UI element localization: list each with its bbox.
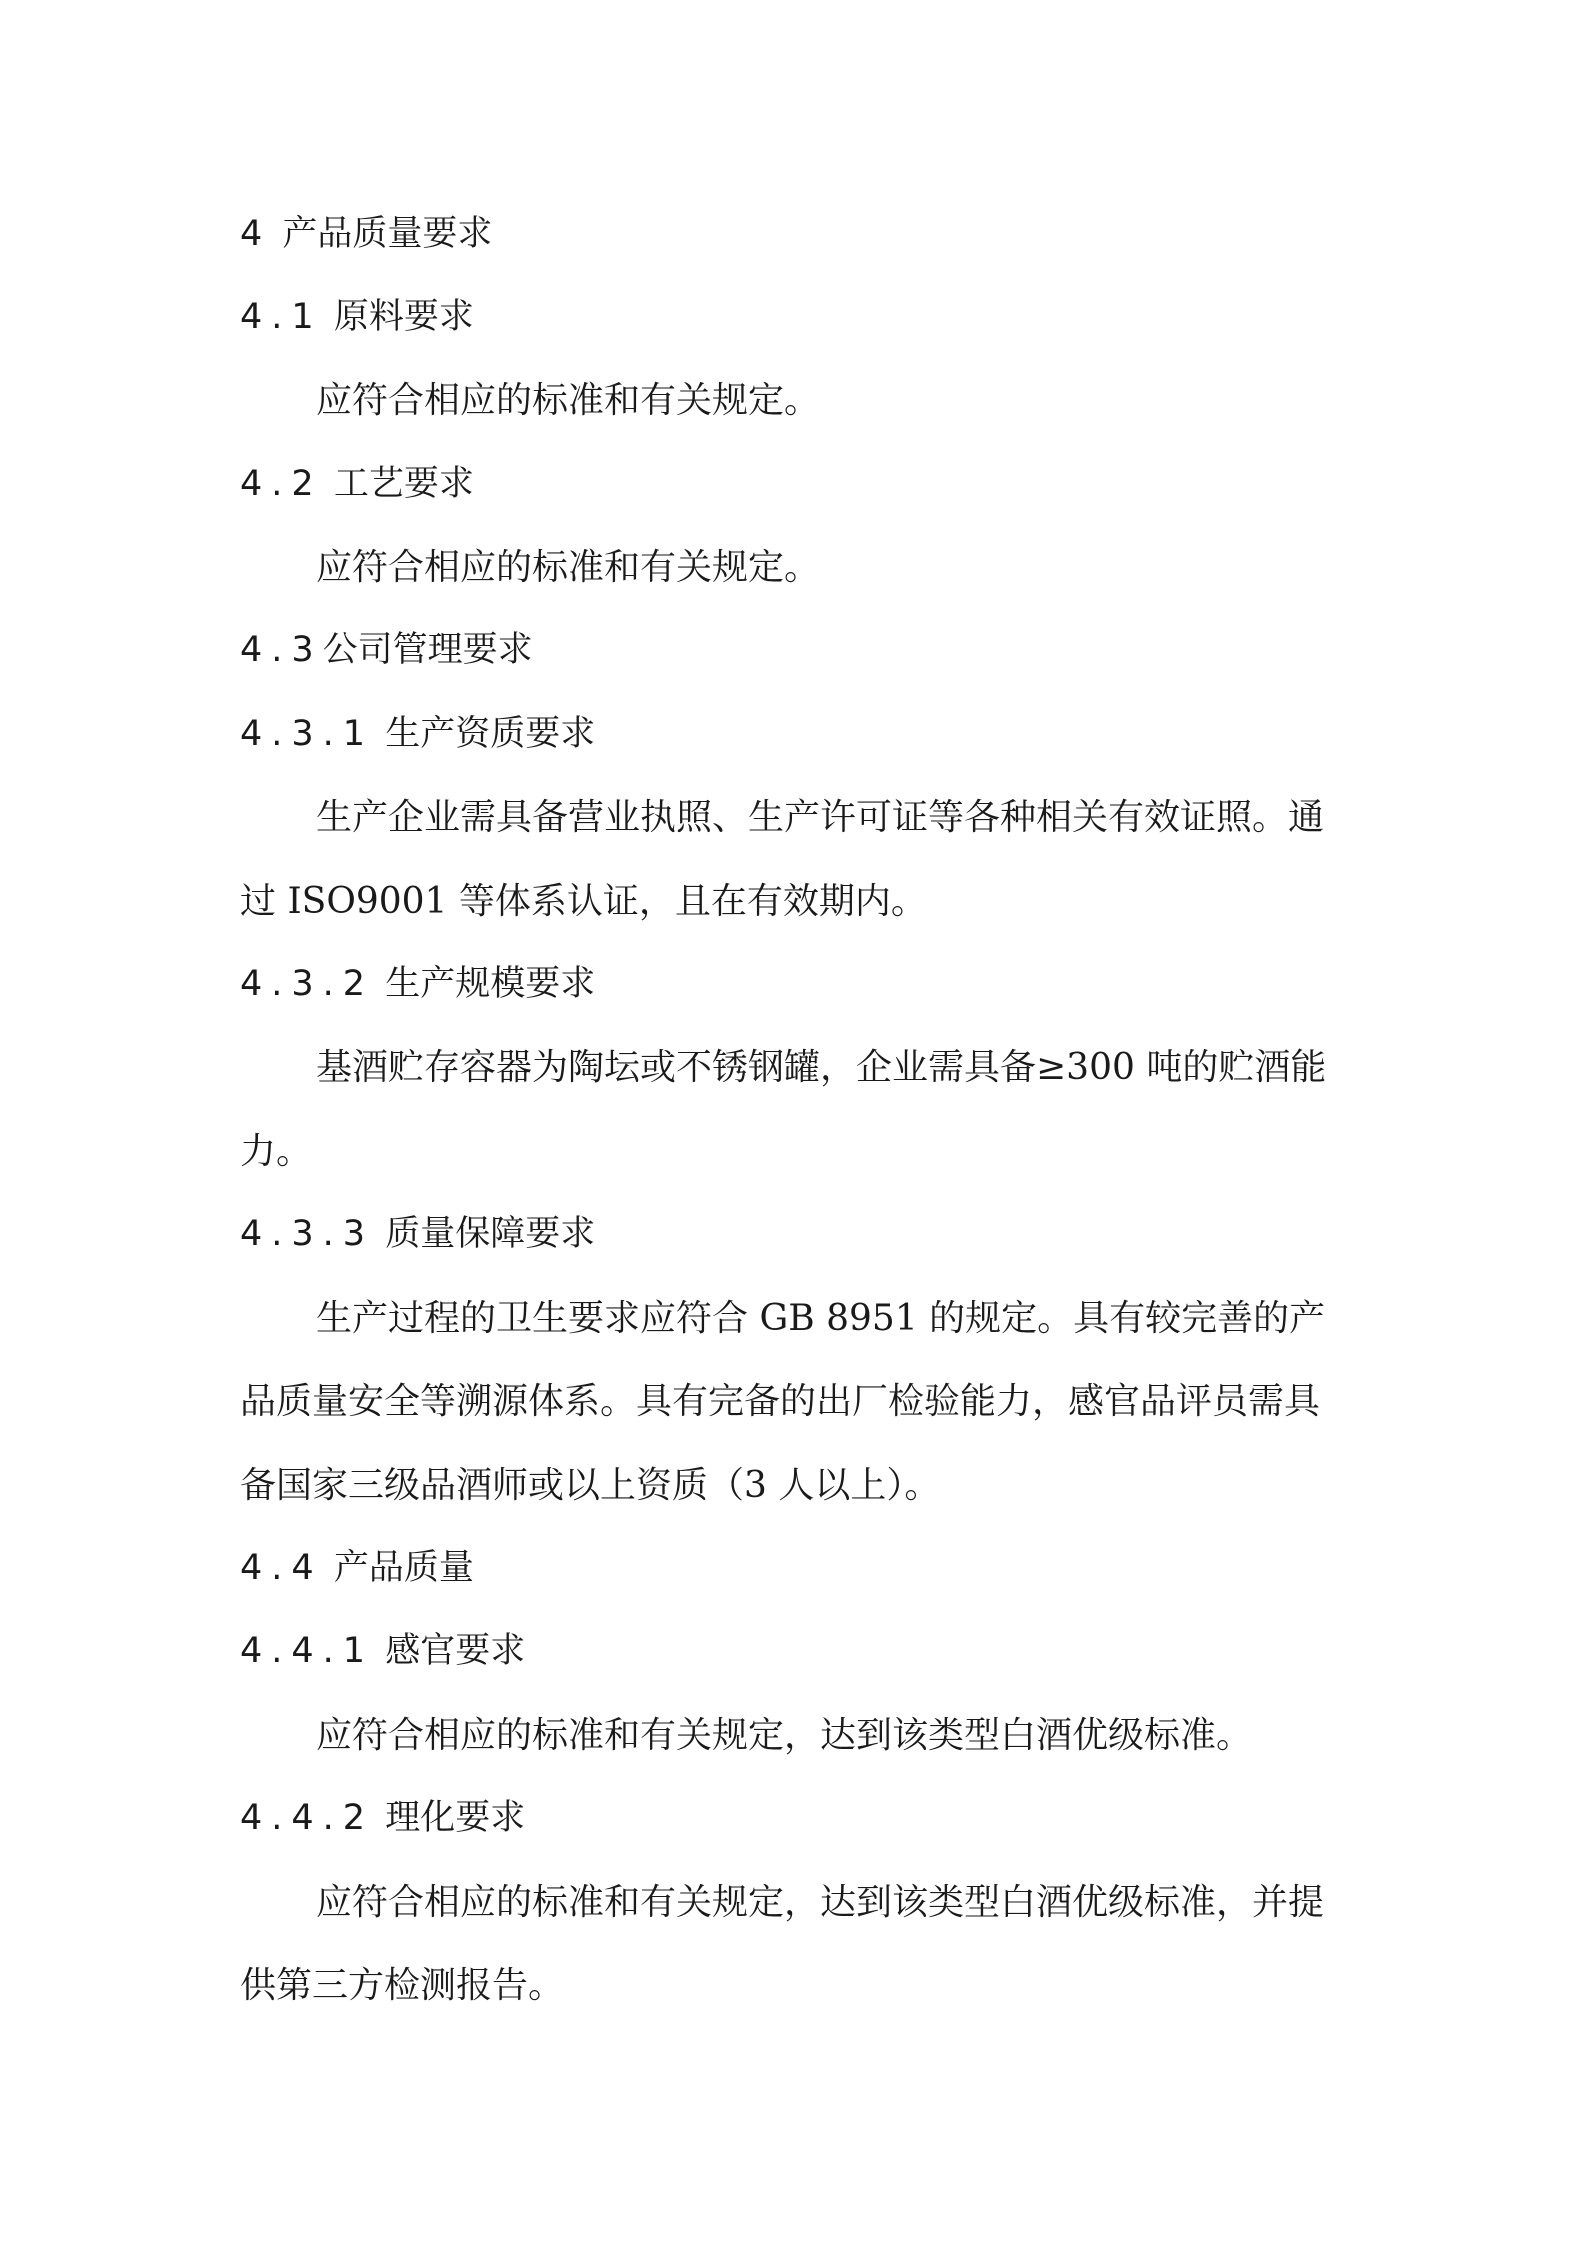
- heading-title: 感官要求: [385, 1631, 526, 1671]
- heading-number: 4.4.1: [240, 1631, 375, 1671]
- heading-number: 4: [240, 214, 272, 254]
- heading-4-4: [240, 1548, 474, 1588]
- heading-number: 4.3: [240, 630, 323, 670]
- heading-4-3: [240, 630, 533, 670]
- heading-title: 原料要求: [333, 297, 474, 337]
- paragraph-4-2: 应符合相应的标准和有关规定。: [316, 547, 821, 588]
- heading-title: 工艺要求: [333, 464, 474, 504]
- paragraph-4-3-3-line-3: 备国家三级品酒师或以上资质（3 人以上）。: [240, 1465, 941, 1506]
- heading-number: 4.4: [240, 1548, 323, 1588]
- heading-number: 4.1: [240, 297, 323, 337]
- paragraph-4-3-3-line-1: 生产过程的卫生要求应符合 GB 8951 的规定。具有较完善的产: [316, 1298, 1326, 1339]
- paragraph-4-3-2-line-2: 力。: [240, 1131, 313, 1172]
- paragraph-4-1: 应符合相应的标准和有关规定。: [316, 380, 821, 421]
- heading-title: 生产资质要求: [385, 714, 596, 754]
- heading-4: [240, 214, 493, 254]
- heading-title: 公司管理要求: [322, 630, 533, 670]
- heading-4-3-2: [240, 964, 596, 1004]
- heading-title: 产品质量: [333, 1548, 474, 1588]
- paragraph-4-3-3-line-2: 品质量安全等溯源体系。具有完备的出厂检验能力，感官品评员需具: [240, 1381, 1321, 1422]
- heading-number: 4.3.1: [240, 714, 375, 754]
- paragraph-4-3-1-line-1: 生产企业需具备营业执照、生产许可证等各种相关有效证照。通: [316, 797, 1325, 838]
- heading-number: 4.4.2: [240, 1798, 375, 1838]
- heading-number: 4.3.2: [240, 964, 375, 1004]
- paragraph-4-3-2-line-1: 基酒贮存容器为陶坛或不锈钢罐，企业需具备≥300 吨的贮酒能: [316, 1047, 1327, 1088]
- paragraph-4-4-1: 应符合相应的标准和有关规定，达到该类型白酒优级标准。: [316, 1715, 1253, 1756]
- heading-4-1: [240, 297, 474, 337]
- heading-title: 质量保障要求: [385, 1214, 596, 1254]
- heading-4-4-2: [240, 1798, 526, 1838]
- heading-number: 4.3.3: [240, 1214, 375, 1254]
- paragraph-4-4-2-line-2: 供第三方检测报告。: [240, 1965, 565, 2006]
- heading-title: 产品质量要求: [282, 214, 493, 254]
- heading-title: 理化要求: [385, 1798, 526, 1838]
- heading-4-2: [240, 464, 474, 504]
- paragraph-4-4-2-line-1: 应符合相应的标准和有关规定，达到该类型白酒优级标准，并提: [316, 1882, 1325, 1923]
- paragraph-4-3-1-line-2: 过 ISO9001 等体系认证，且在有效期内。: [240, 881, 927, 922]
- heading-4-4-1: [240, 1631, 526, 1671]
- heading-title: 生产规模要求: [385, 964, 596, 1004]
- heading-4-3-3: [240, 1214, 596, 1254]
- heading-number: 4.2: [240, 464, 323, 504]
- heading-4-3-1: [240, 714, 596, 754]
